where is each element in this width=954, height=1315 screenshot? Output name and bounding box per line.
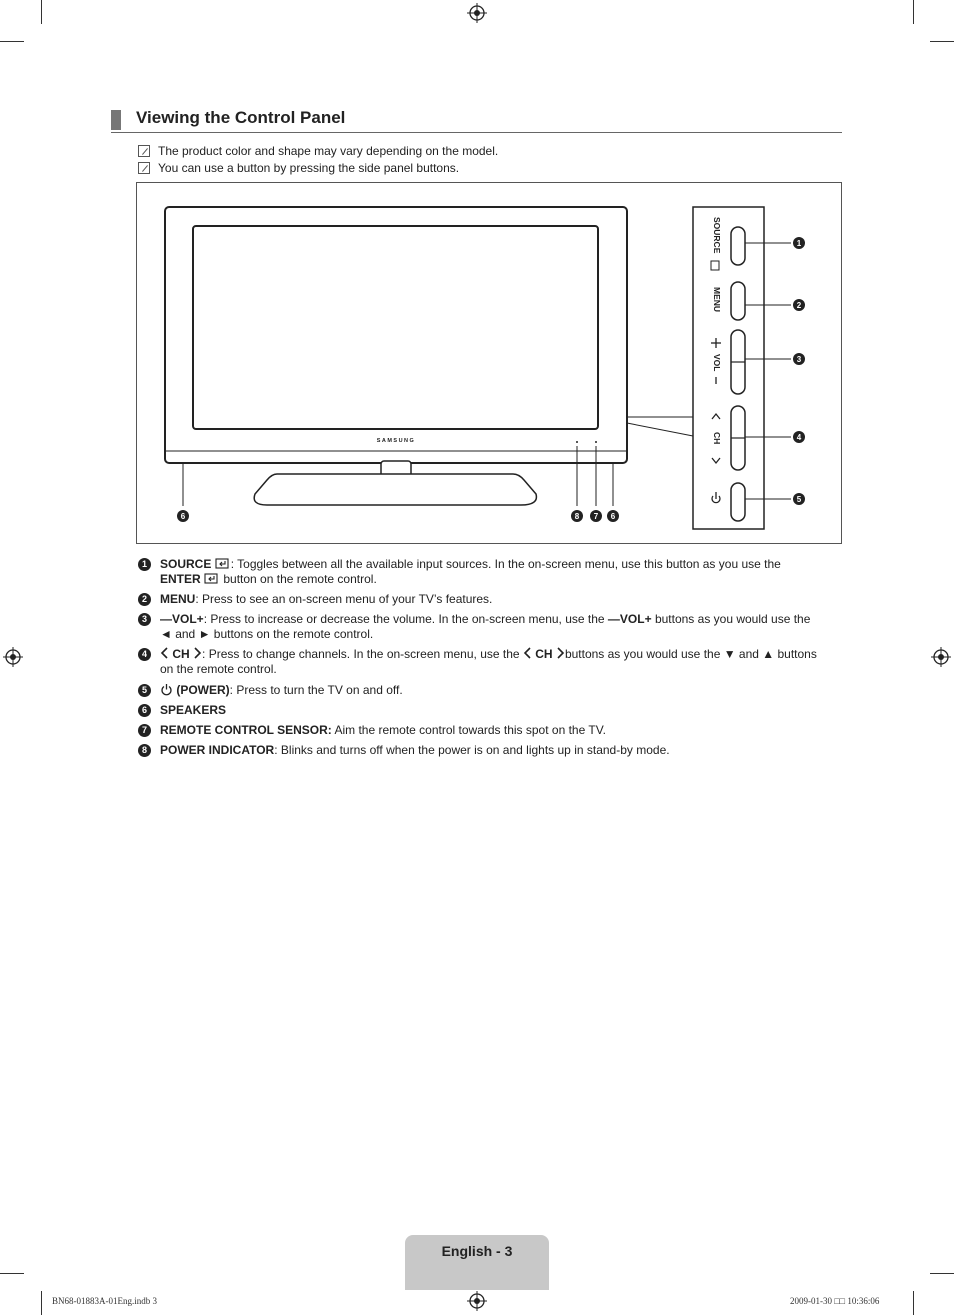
callout-6-left (177, 510, 189, 522)
svg-text:2: 2 (796, 301, 802, 310)
note-icon (138, 162, 150, 174)
tv-control-panel-figure (136, 182, 842, 544)
crop-mark (913, 1291, 914, 1315)
item-number: 2 (138, 593, 151, 606)
svg-text:4: 4 (796, 433, 802, 442)
power-icon (160, 683, 173, 696)
item-term: REMOTE CONTROL SENSOR: (160, 723, 332, 737)
item-text-secondary: button on the remote control. (220, 572, 377, 586)
registration-mark-icon (3, 647, 23, 667)
callout-7 (590, 510, 602, 522)
crop-mark (913, 0, 914, 24)
panel-label-ch: CH (712, 432, 722, 445)
item-term: (POWER) (176, 683, 230, 697)
note-text: The product color and shape may vary depending on the model. (158, 144, 499, 158)
description-item (138, 723, 848, 738)
svg-text:6: 6 (180, 512, 186, 521)
item-number: 7 (138, 724, 151, 737)
item-term: SOURCE (160, 557, 212, 571)
item-number: 5 (138, 684, 151, 697)
description-item (138, 557, 848, 587)
item-number: 6 (138, 704, 151, 717)
svg-text:6: 6 (610, 512, 616, 521)
chevron-right-icon (193, 647, 202, 659)
item-number: 1 (138, 558, 151, 571)
item-text-secondary: buttons as you would use the (651, 612, 811, 626)
item-term-secondary: VOL (619, 612, 645, 626)
description-item (138, 647, 848, 677)
crop-mark (41, 0, 42, 24)
crop-mark (930, 41, 954, 42)
brand-logo: SAMSUNG (376, 438, 416, 444)
item-number: 8 (138, 744, 151, 757)
panel-label-vol: VOL (712, 354, 722, 372)
callout-2 (793, 299, 805, 311)
enter-icon (204, 573, 220, 584)
registration-mark-icon (467, 1291, 487, 1311)
crop-mark (0, 41, 24, 42)
item-text-secondary: buttons as you would use the ▼ and ▲ buttons (564, 647, 817, 661)
registration-mark-icon (467, 3, 487, 23)
note-icon (138, 145, 150, 157)
svg-text:1: 1 (796, 239, 802, 248)
svg-text:7: 7 (593, 512, 599, 521)
page-number-tab (405, 1235, 549, 1290)
item-text-line2: ◄ and ► buttons on the remote control. (160, 627, 374, 641)
panel-label-menu: MENU (712, 287, 722, 313)
callout-4 (793, 431, 805, 443)
item-term: SPEAKERS (160, 703, 227, 717)
tv-diagram (137, 183, 841, 543)
section-marker (111, 110, 121, 130)
item-term: CH (172, 647, 190, 661)
item-text: : Press to increase or decrease the volume. In the on-screen menu, use the (203, 612, 605, 626)
svg-text:8: 8 (574, 512, 580, 521)
item-text-line2: on the remote control. (160, 662, 277, 676)
print-timestamp: 2009-01-30 □□ 10:36:06 (790, 1296, 880, 1306)
plus-symbol: + (644, 612, 652, 626)
crop-mark (41, 1291, 42, 1315)
panel-label-source: SOURCE (712, 217, 722, 254)
item-text: : Blinks and turns off when the power is on and lights up in stand-by mode. (274, 743, 670, 757)
page-number: English - 3 (441, 1243, 513, 1259)
callout-8 (571, 510, 583, 522)
chevron-left-icon (523, 647, 532, 659)
description-item (138, 592, 848, 607)
description-item (138, 683, 848, 698)
item-term: POWER INDICATOR (160, 743, 275, 757)
note-item (138, 144, 498, 158)
svg-text:5: 5 (796, 495, 802, 504)
registration-mark-icon (931, 647, 951, 667)
plus-symbol: + (196, 612, 204, 626)
crop-mark (0, 1273, 24, 1274)
item-number: 4 (138, 648, 151, 661)
source-enter-icon (215, 558, 231, 569)
item-text: : Press to turn the TV on and off. (229, 683, 403, 697)
chevron-left-icon (160, 647, 169, 659)
callout-3 (793, 353, 805, 365)
item-text: : Press to see an on-screen menu of your TV’s features. (195, 592, 493, 606)
item-term: VOL (172, 612, 197, 626)
chevron-right-icon (556, 647, 565, 659)
section-header (111, 108, 842, 133)
description-item (138, 612, 848, 642)
note-item (138, 161, 459, 175)
svg-text:3: 3 (796, 355, 802, 364)
item-text: Aim the remote control towards this spot on the TV. (331, 723, 606, 737)
callout-5 (793, 493, 805, 505)
description-item (138, 703, 848, 718)
item-number: 3 (138, 613, 151, 626)
minus-symbol: — (160, 612, 172, 626)
item-term: MENU (160, 592, 196, 606)
crop-mark (930, 1273, 954, 1274)
description-item (138, 743, 848, 758)
item-text: : Toggles between all the available input sources. In the on-screen menu, use this button as you use the (230, 557, 781, 571)
callout-1 (793, 237, 805, 249)
item-term-secondary: ENTER (160, 572, 201, 586)
callout-6-right (607, 510, 619, 522)
item-term-secondary: CH (535, 647, 553, 661)
page-title: Viewing the Control Panel (136, 108, 346, 127)
item-text: : Press to change channels. In the on-screen menu, use the (202, 647, 520, 661)
print-file-info: BN68-01883A-01Eng.indb 3 (52, 1296, 157, 1306)
minus-symbol: — (607, 612, 620, 626)
note-text: You can use a button by pressing the side panel buttons. (158, 161, 460, 175)
